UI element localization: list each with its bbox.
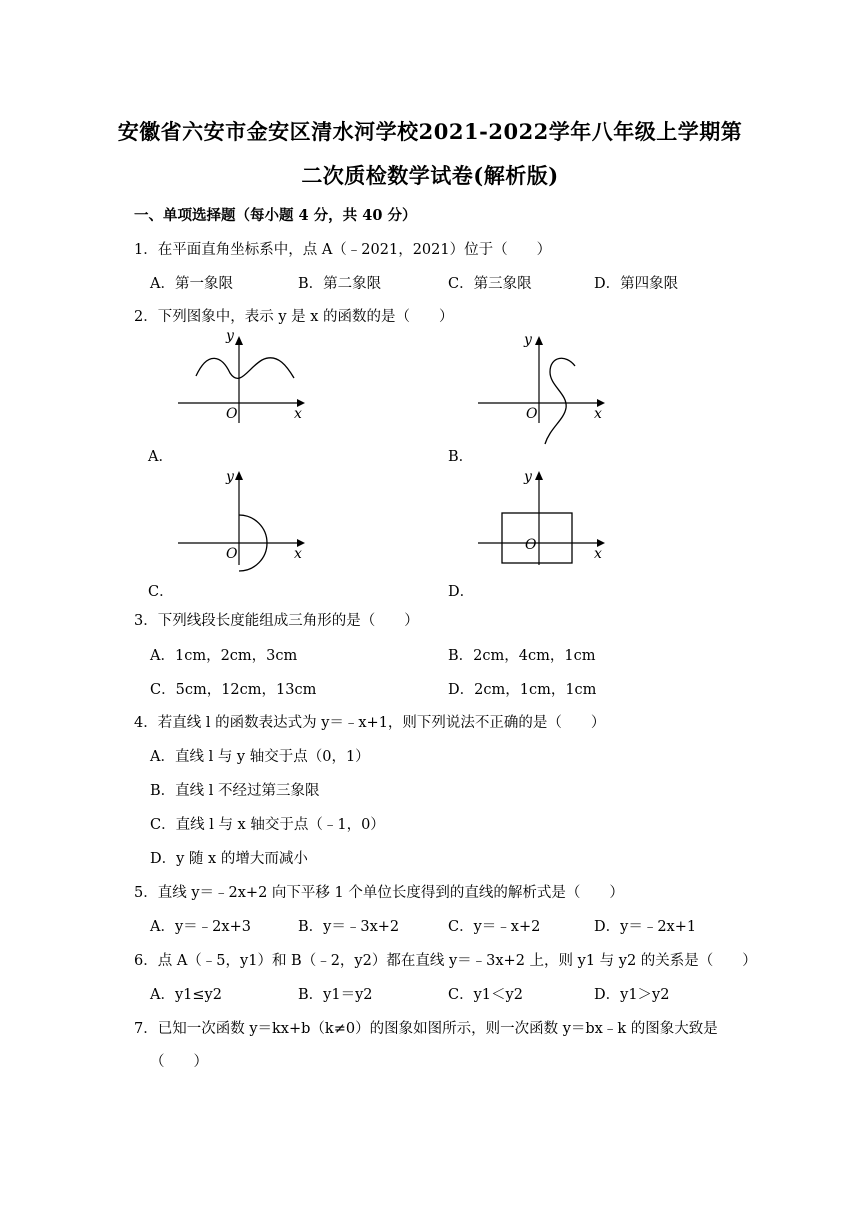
q2-stem: 2．下列图象中，表示 y 是 x 的函数的是（ ）	[134, 309, 454, 325]
q6-option-c: C．y1＜y2	[448, 987, 523, 1003]
exam-title-line2: 二次质检数学试卷(解析版)	[301, 163, 559, 188]
q2-label-c: C．	[148, 584, 174, 600]
q5-option-d: D．y＝﹣2x+1	[594, 919, 697, 935]
q2-c-axis-x: x	[294, 546, 302, 562]
q5-stem: 5．直线 y＝﹣2x+2 向下平移 1 个单位长度得到的直线的解析式是（ ）	[134, 885, 624, 901]
q3-stem: 3．下列线段长度能组成三角形的是（ ）	[134, 613, 419, 629]
q3-option-d: D．2cm，1cm，1cm	[448, 682, 597, 698]
q2-c-axis-y: y	[226, 469, 234, 485]
q6-option-a: A．y1≤y2	[150, 987, 222, 1003]
q7-stem: 7．已知一次函数 y＝kx+b（k≠0）的图象如图所示，则一次函数 y＝bx﹣k 的图象大致是	[134, 1021, 718, 1037]
q1-option-b: B．第二象限	[298, 276, 382, 292]
q1-option-d: D．第四象限	[594, 276, 679, 292]
q2-a-axis-x: x	[294, 406, 302, 422]
q2-d-origin: O	[525, 537, 537, 553]
exam-title-line1: 安徽省六安市金安区清水河学校2021-2022学年八年级上学期第	[117, 119, 743, 144]
q3-option-b: B．2cm，4cm，1cm	[448, 648, 596, 664]
q4-option-b: B．直线 l 不经过第三象限	[150, 783, 320, 799]
q5-option-a: A．y＝﹣2x+3	[150, 919, 251, 935]
q2-c-origin: O	[226, 546, 238, 562]
q6-option-d: D．y1＞y2	[594, 987, 670, 1003]
q1-option-c: C．第三象限	[448, 276, 532, 292]
q2-label-a: A．	[148, 449, 173, 465]
q2-graph-a	[170, 328, 320, 428]
q7-stem-cont: （ ）	[150, 1054, 208, 1070]
q2-b-axis-x: x	[594, 406, 602, 422]
q4-option-d: D．y 随 x 的增大而减小	[150, 851, 308, 867]
q2-d-axis-y: y	[524, 469, 532, 485]
q4-option-c: C．直线 l 与 x 轴交于点（﹣1，0）	[150, 817, 385, 833]
q5-option-b: B．y＝﹣3x+2	[298, 919, 400, 935]
q4-stem: 4．若直线 l 的函数表达式为 y＝﹣x+1，则下列说法不正确的是（ ）	[134, 715, 606, 731]
q2-graph-d	[470, 465, 620, 575]
q6-stem: 6．点 A（﹣5，y1）和 B（﹣2，y2）都在直线 y＝﹣3x+2 上，则 y1 与 y2 的关系是（ ）	[134, 953, 757, 969]
q2-graph-b	[470, 328, 620, 448]
q1-option-a: A．第一象限	[150, 276, 233, 292]
q2-a-origin: O	[226, 406, 238, 422]
q2-b-axis-y: y	[524, 332, 532, 348]
q1-stem: 1．在平面直角坐标系中，点 A（﹣2021，2021）位于（ ）	[134, 242, 552, 258]
section-heading: 一、单项选择题（每小题 4 分，共 40 分）	[134, 207, 417, 224]
q2-label-b: B．	[448, 449, 474, 465]
q3-option-c: C．5cm，12cm，13cm	[150, 682, 317, 698]
q3-option-a: A．1cm，2cm，3cm	[150, 648, 298, 664]
q2-a-axis-y: y	[226, 328, 234, 344]
q2-d-axis-x: x	[594, 546, 602, 562]
q2-b-origin: O	[526, 406, 538, 422]
q5-option-c: C．y＝﹣x+2	[448, 919, 541, 935]
q2-label-d: D．	[448, 584, 475, 600]
q6-option-b: B．y1＝y2	[298, 987, 373, 1003]
q2-graph-c	[170, 465, 320, 575]
q4-option-a: A．直线 l 与 y 轴交于点（0，1）	[150, 749, 370, 765]
